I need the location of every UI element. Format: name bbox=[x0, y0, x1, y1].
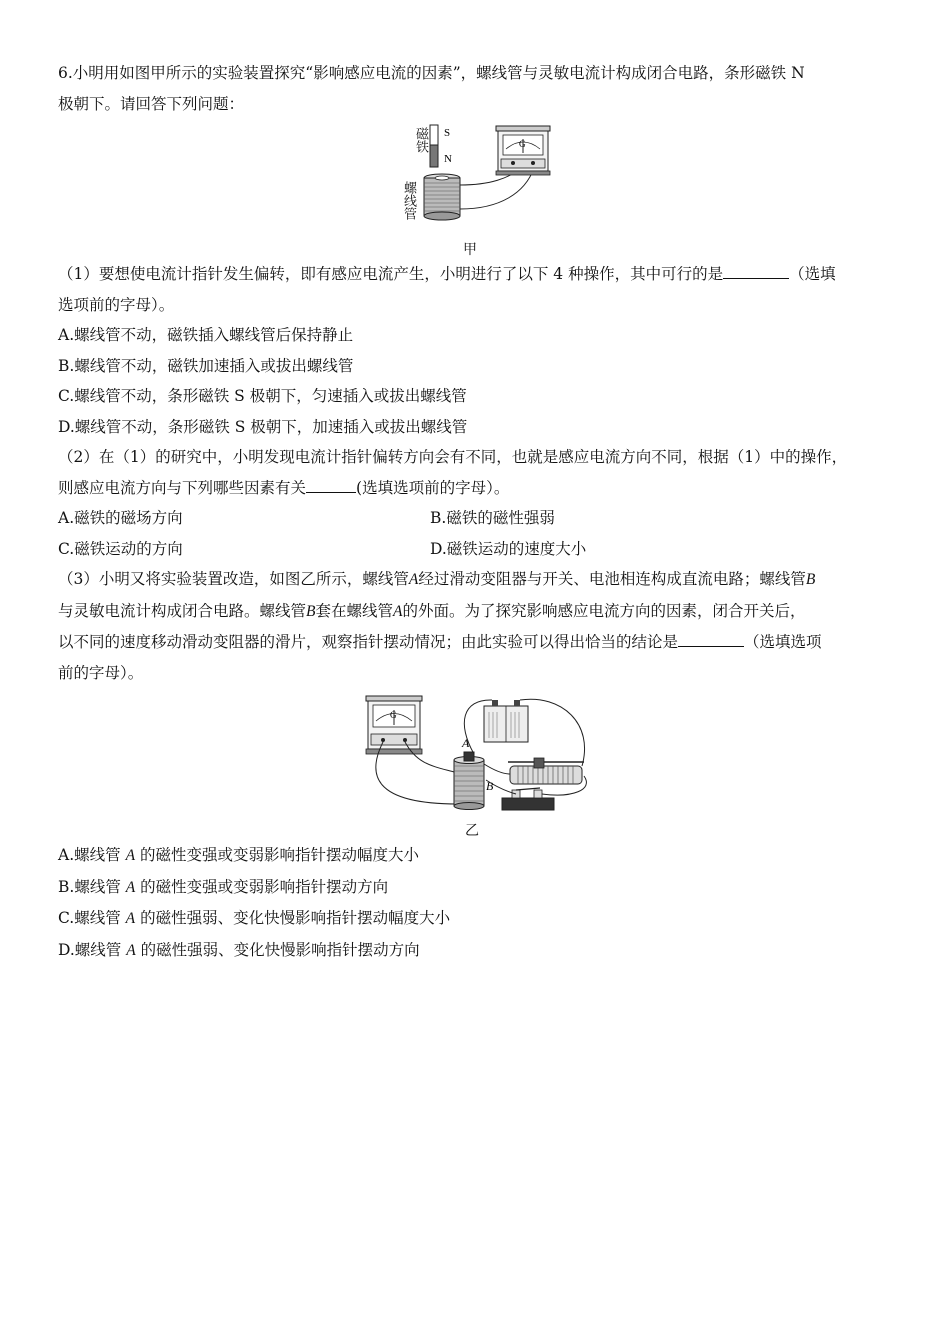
pole-n-label: N bbox=[444, 153, 452, 165]
part3-line-3 bbox=[58, 627, 898, 658]
switch-base bbox=[502, 798, 554, 810]
part3-l2-a: 与灵敏电流计构成闭合电路。螺线管 bbox=[58, 601, 307, 620]
part3-option-d-pre: D.螺线管 bbox=[58, 940, 127, 959]
part3-answer-blank[interactable] bbox=[678, 628, 744, 647]
part3-option-d bbox=[58, 935, 898, 967]
part2-stem-a: （2）在（1）的研究中，小明发现电流计指针偏转方向会有不同，也就是感应电流方向不同，根据（1）中的操作， bbox=[58, 448, 848, 466]
question-intro-line-2: 极朝下。请回答下列问题： bbox=[58, 94, 245, 113]
magnet-s-end bbox=[430, 125, 438, 145]
part1-stem-line-1 bbox=[58, 259, 898, 290]
label-a: A bbox=[462, 736, 470, 750]
solenoid-coil bbox=[424, 178, 460, 216]
coil-b bbox=[454, 760, 484, 806]
galvanometer-top bbox=[496, 126, 550, 131]
rheostat bbox=[510, 766, 582, 784]
var-a: A bbox=[125, 847, 136, 864]
part2-option-b: B.磁铁的磁性强弱 bbox=[430, 509, 555, 527]
pole-s-label: S bbox=[444, 127, 451, 139]
part3-l1-b: 经过滑动变阻器与开关、电池相连构成直流电路；螺线管 bbox=[418, 570, 806, 588]
part1-option-a: A.螺线管不动，磁铁插入螺线管后保持静止 bbox=[58, 326, 354, 344]
figure-yi bbox=[362, 694, 602, 840]
part3-option-c-post: 的磁性强弱、变化快慢影响指针摆动幅度大小 bbox=[135, 909, 451, 927]
var-a: A bbox=[393, 602, 403, 620]
var-b: B bbox=[306, 602, 316, 620]
part2-option-a: A.磁铁的磁场方向 bbox=[58, 509, 183, 527]
part3-option-a bbox=[58, 840, 898, 872]
part3-option-b-pre: B.螺线管 bbox=[58, 877, 126, 896]
part2-answer-blank[interactable] bbox=[306, 474, 356, 493]
var-a: A bbox=[125, 910, 136, 927]
part1-stem-c: 选项前的字母）。 bbox=[58, 295, 175, 314]
part3-option-c-pre: C.螺线管 bbox=[58, 909, 126, 927]
part3-option-a-pre: A.螺线管 bbox=[58, 846, 126, 864]
figure-jia-caption: 甲 bbox=[463, 242, 477, 258]
figure-yi-caption: 乙 bbox=[465, 823, 479, 839]
part3-line-1 bbox=[58, 564, 898, 596]
part3-option-b-post: 的磁性变强或变弱影响指针摆动方向 bbox=[135, 877, 389, 896]
part2-option-c: C.磁铁运动的方向 bbox=[58, 539, 183, 558]
part1-option-b: B.螺线管不动，磁铁加速插入或拔出螺线管 bbox=[58, 356, 354, 375]
magnet-label: 磁铁 bbox=[413, 127, 428, 153]
part2-stem-c: (选填选项前的字母）。 bbox=[356, 478, 510, 497]
figure-yi-drawing bbox=[362, 694, 602, 822]
part2-option-d: D.磁铁运动的速度大小 bbox=[430, 539, 587, 558]
solenoid-label: 螺线管 bbox=[401, 181, 416, 220]
galvanometer-letter: G bbox=[519, 139, 526, 149]
magnet-n-end bbox=[430, 145, 438, 167]
part3-l2-c: 的外面。为了探究影响感应电流方向的因素，闭合开关后， bbox=[402, 601, 806, 620]
var-a: A bbox=[408, 571, 419, 588]
part2-stem-line-2 bbox=[58, 473, 898, 504]
part3-l1-a: （3）小明又将实验装置改造，如图乙所示，螺线管 bbox=[58, 570, 409, 588]
part1-option-d: D.螺线管不动，条形磁铁 S 极朝下，加速插入或拔出螺线管 bbox=[58, 417, 468, 436]
part2-stem-b: 则感应电流方向与下列哪些因素有关 bbox=[58, 478, 307, 497]
part2-options-row-2 bbox=[58, 534, 898, 565]
coil-a bbox=[464, 752, 474, 761]
var-b: B bbox=[805, 571, 816, 588]
label-b: B bbox=[486, 779, 494, 793]
rheostat-slider bbox=[534, 758, 544, 768]
part3-line-2 bbox=[58, 596, 898, 628]
question-page bbox=[58, 58, 898, 966]
part1-option-c: C.螺线管不动，条形磁铁 S 极朝下，匀速插入或拔出螺线管 bbox=[58, 387, 467, 405]
part3-line-4: 前的字母）。 bbox=[58, 663, 144, 682]
figure-jia bbox=[400, 123, 580, 259]
part3-l3-a: 以不同的速度移动滑动变阻器的滑片，观察指针摆动情况；由此实验可以得出恰当的结论是 bbox=[58, 633, 679, 651]
part3-option-d-post: 的磁性强弱、变化快慢影响指针摆动方向 bbox=[135, 940, 420, 959]
part3-option-b bbox=[58, 872, 898, 904]
part3-option-a-post: 的磁性变强或变弱影响指针摆动幅度大小 bbox=[135, 846, 419, 864]
part1-answer-blank[interactable] bbox=[723, 260, 789, 279]
part2-options-row-1 bbox=[58, 503, 898, 534]
part1-stem-b: （选填 bbox=[789, 265, 836, 283]
var-a: A bbox=[125, 878, 136, 896]
part1-stem-a: （1）要想使电流计指针发生偏转，即有感应电流产生，小明进行了以下 4 种操作，其中可行的是 bbox=[58, 265, 724, 283]
var-a: A bbox=[126, 941, 136, 959]
part3-l3-b: （选填选项 bbox=[744, 633, 822, 651]
galvanometer-letter: G bbox=[390, 710, 397, 720]
question-intro-line-1: 6.小明用如图甲所示的实验装置探究“影响感应电流的因素”，螺线管与灵敏电流计构成闭合电路，条形磁铁 N bbox=[58, 64, 805, 82]
part3-l2-b: 套在螺线管 bbox=[315, 601, 393, 620]
part3-option-c bbox=[58, 903, 898, 935]
